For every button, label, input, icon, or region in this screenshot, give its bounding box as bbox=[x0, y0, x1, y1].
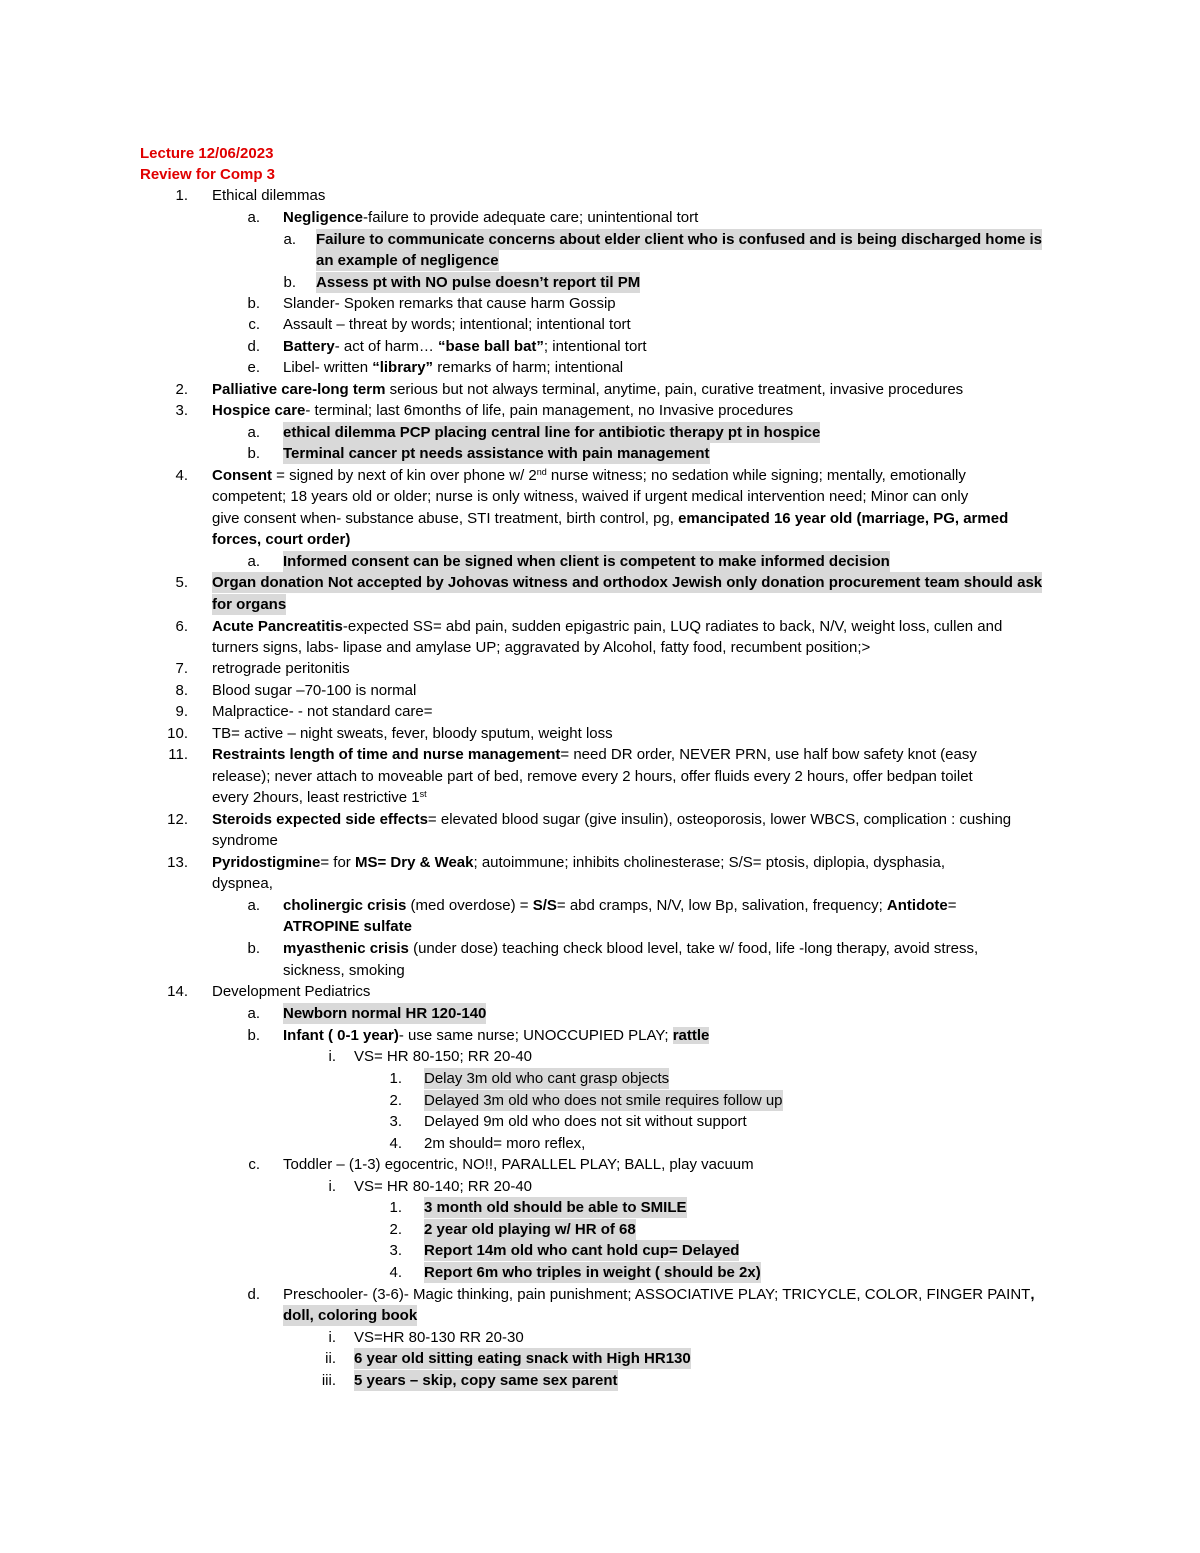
list-item bbox=[0, 207, 1200, 228]
list-item bbox=[0, 1090, 1200, 1111]
list-marker: a. bbox=[283, 231, 296, 248]
item-text: Report 6m who triples in weight ( should be 2x) bbox=[424, 1264, 761, 1281]
item-text: Informed consent can be signed when client is competent to make informed decision bbox=[283, 553, 890, 570]
list-item bbox=[0, 379, 1200, 400]
item-text: give consent when- substance abuse, STI treatment, birth control, pg, emancipated 16 year old (marriage, PG, armed bbox=[212, 510, 1009, 527]
item-text: Toddler – (1-3) egocentric, NO!!, PARALLEL PLAY; BALL, play vacuum bbox=[283, 1156, 754, 1173]
item-text: sickness, smoking bbox=[283, 962, 405, 979]
list-marker: i. bbox=[328, 1329, 336, 1346]
list-item bbox=[0, 314, 1200, 335]
list-item-continuation bbox=[0, 830, 1200, 851]
list-item bbox=[0, 658, 1200, 679]
item-text: Development Pediatrics bbox=[212, 983, 371, 1000]
list-item bbox=[0, 1068, 1200, 1089]
list-item bbox=[0, 723, 1200, 744]
list-marker: 12. bbox=[167, 811, 188, 828]
list-marker: b. bbox=[283, 274, 296, 291]
list-item-continuation bbox=[0, 960, 1200, 981]
item-text: turners signs, labs- lipase and amylase UP; aggravated by Alcohol, fatty food, recumbent position;> bbox=[212, 639, 871, 656]
item-text: Ethical dilemmas bbox=[212, 187, 326, 204]
list-marker: ii. bbox=[325, 1350, 336, 1367]
item-text: Acute Pancreatitis-expected SS= abd pain, sudden epigastric pain, LUQ radiates to back, N/V, weight loss, cullen and bbox=[212, 618, 1003, 635]
list-item bbox=[0, 1240, 1200, 1261]
list-marker: a. bbox=[247, 424, 260, 441]
list-item-continuation bbox=[0, 250, 1200, 271]
list-marker: i. bbox=[328, 1048, 336, 1065]
item-text: Delay 3m old who cant grasp objects bbox=[424, 1070, 670, 1087]
review-subtitle: Review for Comp 3 bbox=[140, 166, 276, 183]
list-item bbox=[0, 1327, 1200, 1348]
item-text: Preschooler- (3-6)- Magic thinking, pain punishment; ASSOCIATIVE PLAY; TRICYCLE, COLOR, FINGER PAINT, bbox=[283, 1286, 1035, 1303]
list-marker: 4. bbox=[175, 467, 188, 484]
list-item bbox=[0, 357, 1200, 378]
list-item-continuation bbox=[0, 486, 1200, 507]
list-item bbox=[0, 443, 1200, 464]
list-item bbox=[0, 744, 1200, 765]
list-marker: b. bbox=[247, 445, 260, 462]
item-text: Restraints length of time and nurse management= need DR order, NEVER PRN, use half bow safety knot (easy bbox=[212, 746, 977, 763]
list-marker: e. bbox=[247, 359, 260, 376]
item-text: Failure to communicate concerns about elder client who is confused and is being discharged home is bbox=[316, 231, 1042, 248]
list-marker: c. bbox=[248, 316, 260, 333]
list-item-continuation bbox=[0, 873, 1200, 894]
list-marker: i. bbox=[328, 1178, 336, 1195]
list-marker: iii. bbox=[321, 1372, 336, 1389]
list-item bbox=[0, 1284, 1200, 1305]
list-item bbox=[0, 1133, 1200, 1154]
item-text: 2m should= moro reflex, bbox=[424, 1135, 586, 1152]
list-item bbox=[0, 1370, 1200, 1391]
item-text: Newborn normal HR 120-140 bbox=[283, 1005, 487, 1022]
list-marker: 4. bbox=[389, 1264, 402, 1281]
list-item bbox=[0, 680, 1200, 701]
item-text: Delayed 3m old who does not smile requires follow up bbox=[424, 1092, 783, 1109]
list-item bbox=[0, 1219, 1200, 1240]
item-text: competent; 18 years old or older; nurse is only witness, waived if urgent medical intervention need; Minor can only bbox=[212, 488, 969, 505]
item-text: Pyridostigmine= for MS= Dry & Weak; autoimmune; inhibits cholinesterase; S/S= ptosis, diplopia, dysphasia, bbox=[212, 854, 946, 871]
list-item-continuation bbox=[0, 1305, 1200, 1326]
item-text: retrograde peritonitis bbox=[212, 660, 350, 677]
list-item bbox=[0, 938, 1200, 959]
item-text: Malpractice- - not standard care= bbox=[212, 703, 433, 720]
item-text: Steroids expected side effects= elevated blood sugar (give insulin), osteoporosis, lower WBCS, complication : cushing bbox=[212, 811, 1012, 828]
list-marker: 7. bbox=[175, 660, 188, 677]
item-text: ethical dilemma PCP placing central line for antibiotic therapy pt in hospice bbox=[283, 424, 821, 441]
list-marker: 3. bbox=[389, 1242, 402, 1259]
item-text: VS= HR 80-150; RR 20-40 bbox=[354, 1048, 533, 1065]
lecture-title: Lecture 12/06/2023 bbox=[140, 145, 274, 162]
list-marker: a. bbox=[247, 209, 260, 226]
item-text: an example of negligence bbox=[316, 252, 499, 269]
item-text: syndrome bbox=[212, 832, 278, 849]
list-marker: a. bbox=[247, 1005, 260, 1022]
list-marker: 3. bbox=[389, 1113, 402, 1130]
item-text: TB= active – night sweats, fever, bloody sputum, weight loss bbox=[212, 725, 613, 742]
list-item bbox=[0, 895, 1200, 916]
review-subtitle-line bbox=[0, 164, 1200, 185]
list-item bbox=[0, 616, 1200, 637]
item-text: myasthenic crisis (under dose) teaching check blood level, take w/ food, life -long therapy, avoid stress, bbox=[283, 940, 979, 957]
item-text: Palliative care-long term serious but not always terminal, anytime, pain, curative treatment, invasive procedures bbox=[212, 381, 964, 398]
item-text: Battery- act of harm… “base ball bat”; intentional tort bbox=[283, 338, 647, 355]
item-text: ATROPINE sulfate bbox=[283, 918, 412, 935]
item-text: doll, coloring book bbox=[283, 1307, 418, 1324]
item-text: VS=HR 80-130 RR 20-30 bbox=[354, 1329, 524, 1346]
list-marker: 4. bbox=[389, 1135, 402, 1152]
item-text: Report 14m old who cant hold cup= Delayed bbox=[424, 1242, 740, 1259]
item-text: 3 month old should be able to SMILE bbox=[424, 1199, 687, 1216]
item-text: 2 year old playing w/ HR of 68 bbox=[424, 1221, 636, 1238]
item-text: VS= HR 80-140; RR 20-40 bbox=[354, 1178, 533, 1195]
item-text: Assess pt with NO pulse doesn’t report til PM bbox=[316, 274, 641, 291]
list-item bbox=[0, 701, 1200, 722]
list-marker: 1. bbox=[389, 1199, 402, 1216]
list-item-continuation bbox=[0, 916, 1200, 937]
list-item-continuation bbox=[0, 508, 1200, 529]
list-marker: 1. bbox=[389, 1070, 402, 1087]
item-text: Consent = signed by next of kin over phone w/ 2nd nurse witness; no sedation while signing; mentally, emotionally bbox=[212, 467, 966, 484]
item-text: 5 years – skip, copy same sex parent bbox=[354, 1372, 618, 1389]
list-marker: 1. bbox=[175, 187, 188, 204]
list-item bbox=[0, 809, 1200, 830]
item-text: Assault – threat by words; intentional; intentional tort bbox=[283, 316, 631, 333]
list-marker: b. bbox=[247, 1027, 260, 1044]
list-marker: 3. bbox=[175, 402, 188, 419]
list-marker: 11. bbox=[168, 746, 188, 763]
list-item bbox=[0, 572, 1200, 593]
list-marker: b. bbox=[247, 295, 260, 312]
item-text: release); never attach to moveable part of bed, remove every 2 hours, offer fluids every 2 hours, offer bedpan toilet bbox=[212, 768, 973, 785]
list-item bbox=[0, 1348, 1200, 1369]
list-item-continuation bbox=[0, 766, 1200, 787]
lecture-title-line bbox=[0, 143, 1200, 164]
list-item bbox=[0, 1262, 1200, 1283]
list-marker: 2. bbox=[175, 381, 188, 398]
list-item bbox=[0, 852, 1200, 873]
list-marker: 5. bbox=[175, 574, 188, 591]
item-text: Libel- written “library” remarks of harm; intentional bbox=[283, 359, 624, 376]
item-text: 6 year old sitting eating snack with High HR130 bbox=[354, 1350, 691, 1367]
item-text: for organs bbox=[212, 596, 287, 613]
list-item bbox=[0, 1025, 1200, 1046]
list-item bbox=[0, 1046, 1200, 1067]
list-marker: a. bbox=[247, 897, 260, 914]
list-marker: 6. bbox=[175, 618, 188, 635]
list-marker: 2. bbox=[389, 1092, 402, 1109]
list-marker: d. bbox=[247, 338, 260, 355]
list-marker: 9. bbox=[175, 703, 188, 720]
list-item bbox=[0, 229, 1200, 250]
list-item bbox=[0, 1003, 1200, 1024]
item-text: cholinergic crisis (med overdose) = S/S= abd cramps, N/V, low Bp, salivation, frequency; Antidote= bbox=[283, 897, 957, 914]
list-item-continuation bbox=[0, 637, 1200, 658]
list-item bbox=[0, 1154, 1200, 1175]
item-text: Slander- Spoken remarks that cause harm Gossip bbox=[283, 295, 616, 312]
list-item bbox=[0, 336, 1200, 357]
list-item bbox=[0, 185, 1200, 206]
item-text: forces, court order) bbox=[212, 531, 351, 548]
list-marker: 13. bbox=[167, 854, 188, 871]
item-text: Terminal cancer pt needs assistance with pain management bbox=[283, 445, 710, 462]
list-item-continuation bbox=[0, 529, 1200, 550]
list-item bbox=[0, 465, 1200, 486]
item-text: Blood sugar –70-100 is normal bbox=[212, 682, 417, 699]
item-text: Negligence-failure to provide adequate care; unintentional tort bbox=[283, 209, 699, 226]
item-text: Infant ( 0-1 year)- use same nurse; UNOCCUPIED PLAY; rattle bbox=[283, 1027, 710, 1044]
list-item-continuation bbox=[0, 594, 1200, 615]
list-marker: a. bbox=[247, 553, 260, 570]
list-item bbox=[0, 272, 1200, 293]
list-marker: 14. bbox=[167, 983, 188, 1000]
list-item bbox=[0, 293, 1200, 314]
item-text: dyspnea, bbox=[212, 875, 273, 892]
item-text: Delayed 9m old who does not sit without support bbox=[424, 1113, 747, 1130]
item-text: Organ donation Not accepted by Johovas witness and orthodox Jewish only donation procurement team should ask bbox=[212, 574, 1043, 591]
list-marker: 10. bbox=[167, 725, 188, 742]
list-item bbox=[0, 1111, 1200, 1132]
list-item-continuation bbox=[0, 787, 1200, 808]
list-item bbox=[0, 400, 1200, 421]
list-item bbox=[0, 1197, 1200, 1218]
list-marker: 2. bbox=[389, 1221, 402, 1238]
list-item bbox=[0, 551, 1200, 572]
list-item bbox=[0, 422, 1200, 443]
item-text: Hospice care- terminal; last 6months of life, pain management, no Invasive procedures bbox=[212, 402, 794, 419]
list-marker: 8. bbox=[175, 682, 188, 699]
list-marker: b. bbox=[247, 940, 260, 957]
item-text: every 2hours, least restrictive 1st bbox=[212, 789, 427, 806]
list-marker: d. bbox=[247, 1286, 260, 1303]
list-marker: c. bbox=[248, 1156, 260, 1173]
list-item bbox=[0, 1176, 1200, 1197]
list-item bbox=[0, 981, 1200, 1002]
